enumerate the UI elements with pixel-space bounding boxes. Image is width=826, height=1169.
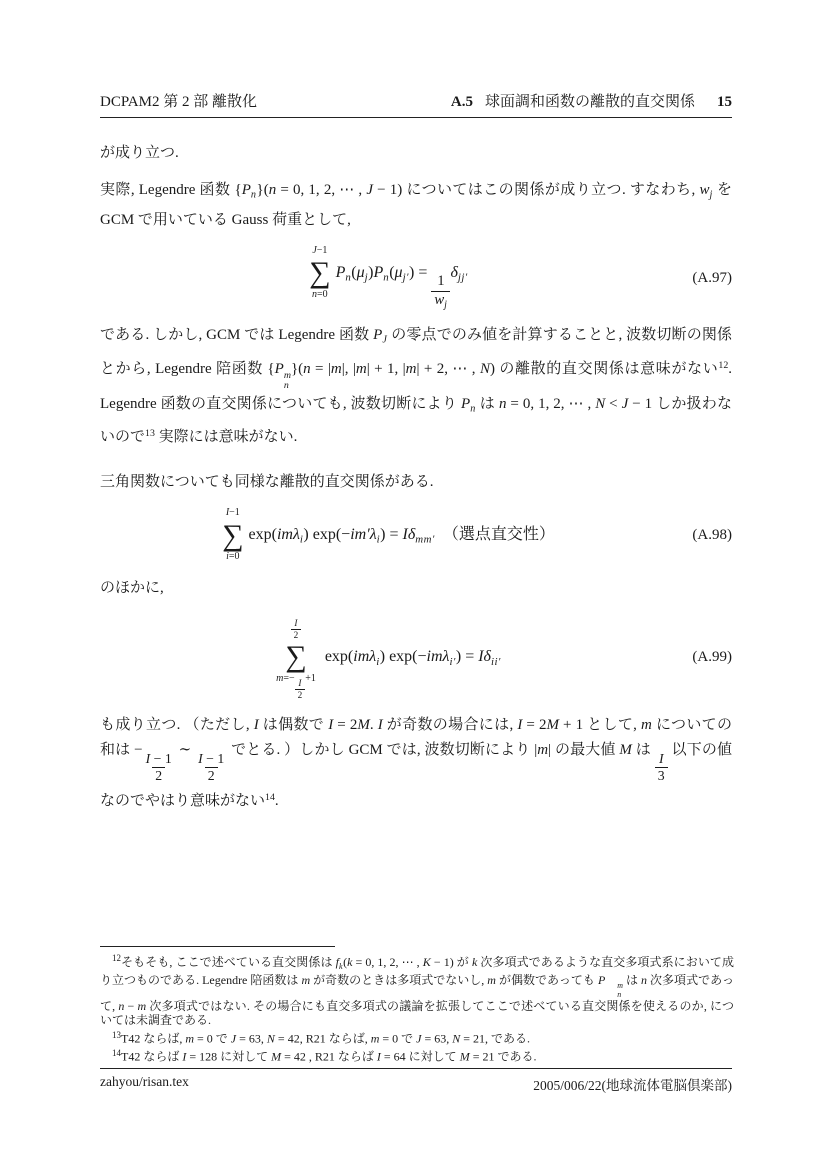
footnote-13-marker: 13 — [112, 1029, 121, 1040]
footer-date-credit: 2005/006/22(地球流体電脳倶楽部) — [533, 1078, 732, 1093]
footnote-13 — [100, 1028, 734, 1046]
equation-a98 — [100, 507, 732, 564]
equation-a99 — [100, 613, 732, 702]
footnote-12-text: そもそも, ここで述べている直交関係は $f_k(k = 0$, 1, 2, ⋯ , K − 1) が k 次多項式であるような直交多項式系において成り立つものである. Legendre 陪函数は m が奇数のときは多項式でないし, m が偶数であっても P m n は n 次多項式であって, n − m 次多項式ではない. その場合にも直交多項式の議論を拡張してここで述べている直交関係を使えるのか, については未調査である. — [100, 954, 734, 1027]
header-left-title: DCPAM2 第 2 部 離散化 — [100, 94, 257, 110]
equation-a97-body: J−1 ∑ n=0 $P_n(\mu_j)P_n(\mu_{j'})$ = $\frac{1}{w_j}$ $\delta_{jj'}$ — [309, 244, 468, 311]
paragraph-naritatsu: も成り立つ. （ただし, I は偶数で I = 2M. I が奇数の場合には, I = 2M + 1 として, m についての和は − $\frac{I - 1}{2}$ ∼ $\frac{I - 1}{2}$ でとる. ）しかし GCM では, 波数切断により |m| の最大値 M は $\frac{I}{3}$ 以下の値なのでやはり意味がない$^{14}$. — [100, 717, 732, 809]
page-header — [100, 90, 732, 118]
equation-a97-tag: (A.97) — [692, 269, 732, 286]
footnote-12-marker: 12 — [112, 953, 121, 963]
page-footer — [100, 1068, 732, 1094]
section-title: 球面調和函数の離散的直交関係 — [484, 94, 695, 110]
paragraph-gcm: である. しかし, GCM では Legendre 函数 $P_J$ の零点でのみ値を計算することと, 波数切断の関係とから, Legendre 陪函数 {P m n }(n = |m|, |m| + 1, |m| + 2, ⋯ , N) の離散的直交関係は意味がない$^{12}$. Legendre 函数の直交関係についても, 波数切断により $P_n$ は n = 0, 1, 2, ⋯ , N < J − 1 しか扱わないので$^{13}$ 実際には意味がない. — [100, 327, 748, 446]
paragraph-nohoka: のほかに, — [100, 579, 164, 596]
paragraph-legendre: 実際, Legendre 函数 $\{P_n\}(n = 0$, 1, 2, ⋯ , J − 1) についてはこの関係が成り立つ. すなわち, $w_j$ を GCM で用いている Gauss 荷重として, — [100, 182, 732, 228]
footnote-14 — [100, 1046, 734, 1064]
equation-a98-body: I−1 ∑ i=0 exp(imλ$_i$) $\exp(-im'\lambda_i) = I\delta_{mm'}$ （選点直交性） — [222, 507, 555, 563]
footnote-14-marker: 14 — [112, 1048, 121, 1059]
equation-a98-tag: (A.98) — [692, 526, 732, 543]
paragraph-trig: 三角関数についても同様な離散的直交関係がある. — [100, 474, 434, 491]
footnote-rule — [100, 946, 335, 947]
footnote-14-text: T42 ならば I = 128 に対して M = 42 , R21 ならば I = 64 に対して M = 21 である. — [121, 1049, 537, 1064]
page-body — [100, 141, 748, 826]
page-number: 15 — [717, 94, 732, 110]
section-number: A.5 — [450, 94, 473, 110]
equation-a99-body: $\frac{I}{2}$ ∑ m=− $\frac{I}{2}$ +1 exp(imλ$_i$) $\exp(-im\lambda_{i'}) = I\delta_{ii'}$ — [276, 618, 501, 701]
footnotes — [100, 946, 734, 1065]
equation-a99-tag: (A.99) — [692, 648, 732, 665]
footer-filename: zahyou/risan.tex — [100, 1074, 189, 1089]
footnote-13-text: T42 ならば, m = 0 で J = 63, N = 42, R21 ならば, m = 0 で J = 63, N = 21, である. — [121, 1031, 531, 1046]
paragraph-intro: が成り立つ. — [100, 145, 179, 161]
header-right — [451, 90, 732, 111]
footnote-12 — [100, 951, 734, 1027]
equation-a97 — [100, 245, 732, 312]
